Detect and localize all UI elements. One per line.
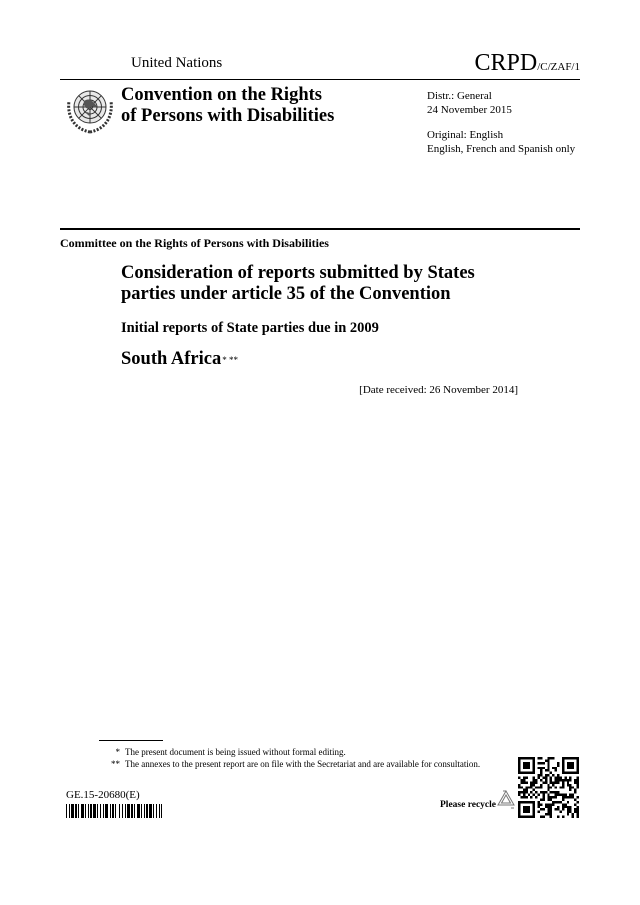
distribution-block	[427, 89, 512, 117]
country-heading	[121, 349, 238, 370]
document-symbol-suffix: /C/ZAF/1	[537, 61, 580, 73]
report-title-line2: parties under article 35 of the Convention	[121, 284, 451, 304]
recycle-icon	[495, 789, 517, 811]
convention-title	[121, 85, 334, 127]
report-title-line1: Consideration of reports submitted by States	[121, 263, 475, 283]
footnote-mark: **	[111, 759, 120, 769]
footnote-marks: * **	[222, 355, 238, 365]
original-language: Original: English	[427, 129, 504, 141]
footnote-text: The present document is being issued without formal editing.	[125, 747, 346, 757]
footnote-rule	[99, 740, 163, 741]
barcode-icon	[66, 804, 162, 818]
organization-name: United Nations	[131, 55, 223, 71]
document-symbol	[475, 50, 581, 77]
un-emblem-icon	[64, 83, 116, 135]
document-symbol-main: CRPD	[474, 50, 538, 76]
header-rule	[60, 79, 580, 80]
document-date: 24 November 2015	[427, 104, 512, 116]
title-rule	[60, 228, 580, 230]
report-subtitle: Initial reports of State parties due in 2009	[121, 320, 379, 336]
distribution-text: Distr.: General	[427, 90, 492, 102]
report-title	[121, 263, 475, 305]
convention-title-line2: of Persons with Disabilities	[121, 106, 335, 126]
convention-title-line1: Convention on the Rights	[121, 85, 322, 105]
footnote-text: The annexes to the present report are on file with the Secretariat and are available for consultation.	[125, 759, 481, 769]
language-block	[427, 128, 575, 156]
footnote-1	[104, 747, 346, 757]
ge-number: GE.15-20680(E)	[66, 789, 140, 801]
date-received: [Date received: 26 November 2014]	[359, 384, 518, 396]
qr-code-icon	[518, 757, 579, 818]
footnote-mark: *	[115, 747, 120, 757]
footnote-2	[104, 759, 480, 769]
committee-name: Committee on the Rights of Persons with Disabilities	[60, 236, 329, 250]
languages-list: English, French and Spanish only	[427, 143, 576, 155]
recycle-label: Please recycle	[440, 800, 496, 810]
country-name: South Africa	[121, 349, 222, 369]
